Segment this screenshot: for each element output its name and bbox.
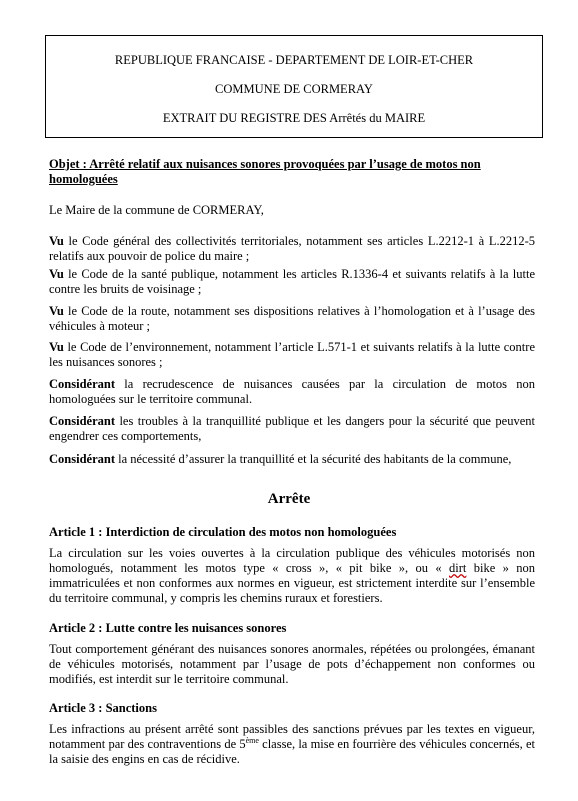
arrete-title: Arrête — [267, 491, 311, 507]
article-3-body-part: Les infractions au présent arrêté sont passibles des sanctions prévues par les textes en vigueur, notamment par des contraventions de 5 — [49, 722, 535, 751]
objet-heading: Objet : Arrêté relatif aux nuisances sonores provoquées par l’usage de motos non homologuées — [49, 157, 481, 186]
consideration-lead: Vu — [49, 340, 64, 354]
consideration-vu-route — [49, 304, 535, 334]
consideration-vu-cgct — [49, 234, 535, 264]
article-3-title: Article 3 : Sanctions — [49, 701, 157, 715]
article-2-body: Tout comportement générant des nuisances sonores anormales, répétées ou prolongées, émanant de véhicules motorisés, notamment par l’usage de pots d’échappement non conformes ou modifiés, est interdit sur le territoire communal. — [49, 642, 535, 686]
consideration-recrudescence — [49, 377, 535, 407]
article-3-body — [49, 722, 535, 767]
consideration-vu-environnement — [49, 340, 535, 370]
consideration-vu-sante — [49, 267, 535, 297]
consideration-lead: Vu — [49, 304, 64, 318]
consideration-tranquillite — [49, 452, 535, 467]
article-2-title: Article 2 : Lutte contre les nuisances sonores — [49, 621, 287, 635]
article-1-body-part: bike » non immatriculées et non conformes aux normes en vigueur, est strictement interdite sur l’ensemble du territoire communal, y compris les chemins ruraux et forestiers. — [49, 561, 535, 605]
article-1-body — [49, 546, 535, 606]
consideration-lead: Considérant — [49, 414, 115, 428]
consideration-lead: Considérant — [49, 377, 115, 391]
consideration-text: les troubles à la tranquillité publique et les dangers pour la sécurité que peuvent engendrer ces comportements, — [49, 414, 535, 443]
consideration-lead: Vu — [49, 234, 64, 248]
consideration-text: le Code de la santé publique, notamment les articles R.1336-4 et suivants relatifs à la lutte contre les bruits de voisinage ; — [49, 267, 535, 296]
consideration-text: la nécessité d’assurer la tranquillité et la sécurité des habitants de la commune, — [114, 452, 512, 466]
header-line-commune: COMMUNE DE CORMERAY — [215, 82, 373, 96]
article-1-body-part: La circulation sur les voies ouvertes à la circulation publique des véhicules motorisés non homologués, notamment les motos type « cross », « pit bike », ou « — [49, 546, 535, 575]
consideration-lead: Considérant — [49, 452, 115, 466]
intro-line: Le Maire de la commune de CORMERAY, — [49, 203, 264, 217]
header-line-registre: EXTRAIT DU REGISTRE DES Arrêtés du MAIRE — [162, 111, 426, 125]
consideration-text: le Code général des collectivités territoriales, notamment ses articles L.2212-1 à L.2212-5 relatifs aux pouvoir de police du maire ; — [49, 234, 535, 263]
article-3-superscript: ème — [245, 735, 259, 745]
consideration-troubles — [49, 414, 535, 444]
consideration-text: le Code de l’environnement, notamment l’article L.571-1 et suivants relatifs à la lutte contre les nuisances sonores ; — [49, 340, 535, 369]
header-line-republique: REPUBLIQUE FRANCAISE - DEPARTEMENT DE LOIR-ET-CHER — [114, 53, 474, 67]
document-header-box — [45, 35, 543, 138]
article-1-misspelled-word: dirt — [449, 561, 467, 575]
consideration-text: la recrudescence de nuisances causées par la circulation de motos non homologuées sur le territoire communal. — [49, 377, 535, 406]
consideration-text: le Code de la route, notamment ses dispositions relatives à l’homologation et à l’usage des véhicules à moteur ; — [49, 304, 535, 333]
article-3-body-part: classe, la mise en fourrière des véhicules concernés, et la saisie des engins en cas de récidive. — [49, 737, 535, 766]
consideration-lead: Vu — [49, 267, 64, 281]
article-1-title: Article 1 : Interdiction de circulation des motos non homologuées — [49, 525, 397, 539]
